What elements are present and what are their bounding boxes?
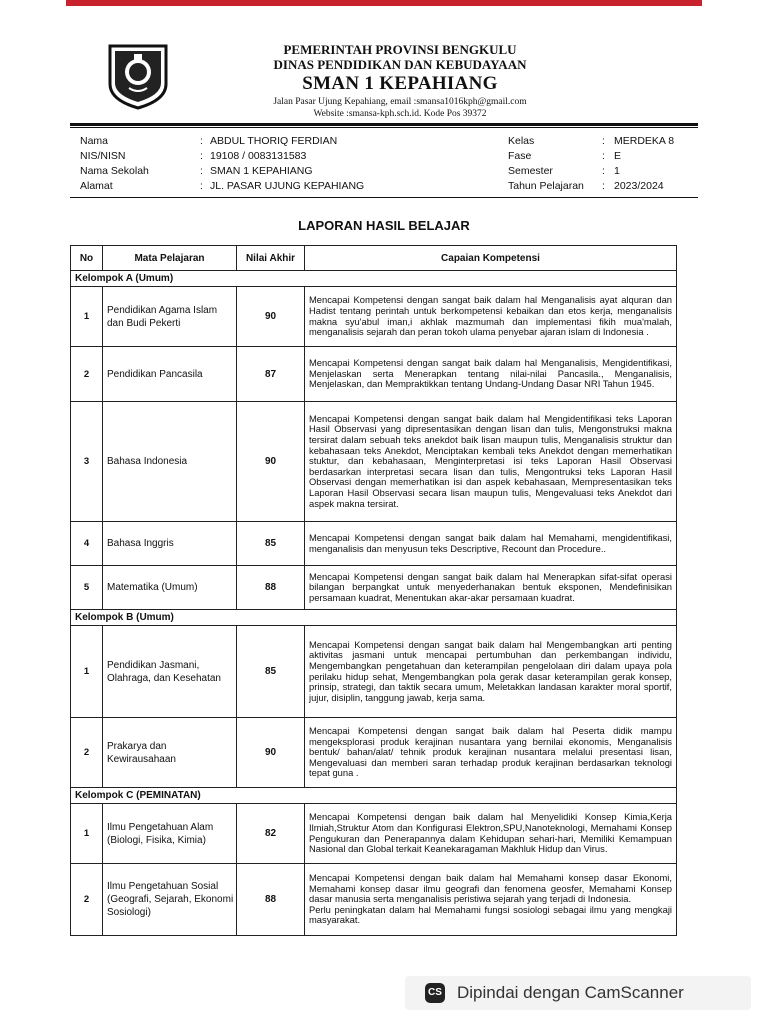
table-header-row <box>71 246 677 271</box>
row-subject: Pendidikan Agama Islam dan Budi Pekerti <box>103 287 237 347</box>
row-no: 1 <box>71 626 103 718</box>
row-competency: Mencapai Kompetensi dengan sangat baik dalam hal Mengidentifikasi teks Laporan Hasil Observasi yang dipresentasikan dengan lisan dan tulis, Mengonstruksi makna tersirat dalam sebuah teks anekdot baik lisan maupun tulis, Menganalisis struktur dan kebahasaan teks Anekdot, Menciptakan kembali teks Anekdot dengan memerhatikan stuktur, dan kebahasaan, Menginterpretasi isi teks Laporan Hasil Observasi berdasarkan interpretasi secara lisan dan tulis, Mengontruksi teks Laporan Hasil Observasi dengan memerhatikan isi dan aspek kebahasaan, Mempresentasikan teks Laporan Hasil Observasi secara lisan maupun tulis, Mengevaluasi teks Anekdot dari aspek makna tersirat. <box>305 402 677 522</box>
grades-table <box>70 245 677 936</box>
page-top-edge <box>66 0 702 6</box>
row-score: 85 <box>237 522 305 566</box>
group-label: Kelompok C (PEMINATAN) <box>71 788 677 804</box>
student-name-value: ABDUL THORIQ FERDIAN <box>210 135 338 147</box>
table-row <box>71 626 677 718</box>
info-label: Semester <box>508 165 553 177</box>
group-row-c <box>71 788 677 804</box>
info-colon: : <box>200 150 203 162</box>
info-row <box>508 149 674 164</box>
row-subject: Pendidikan Pancasila <box>103 347 237 402</box>
info-label: Nama <box>80 135 109 147</box>
row-competency: Mencapai Kompetensi dengan baik dalam hal Menyelidiki Konsep Kimia,Kerja Ilmiah,Struktur Atom dan Konfigurasi Elektron,SPU,Nanoteknologi, Memahami Konsep Pengukuran dan Penerapannya dalam Kehidupan sehari-hari, Memiliki Kemampuan Nasional dan Global terkait Keanekaragaman Makhluk Hidup dan Virus. <box>305 804 677 864</box>
row-competency: Mencapai Kompetensi dengan sangat baik dalam hal Memahami, mengidentifikasi, menganalisis dan menyusun teks Descriptive, Recount dan Procedure.. <box>305 522 677 566</box>
info-row <box>80 164 364 179</box>
semester-value: 1 <box>614 165 620 177</box>
row-competency: Mencapai Kompetensi dengan sangat baik dalam hal Menganalisis ayat alquran dan Hadist tentang perintah untuk berkompetensi kebaikan dan etos kerja, menganalisis makna syu'abul iman,i akhlak mazmumah dan implementasi fikih mua'malah, menganalisis sejarah dan peran tokoh ulama penyebar ajaran islam di Indonesia . <box>305 287 677 347</box>
camscanner-logo-icon: CS <box>425 983 445 1003</box>
row-score: 90 <box>237 402 305 522</box>
government-name: PEMERINTAH PROVINSI BENGKULU <box>283 42 517 57</box>
row-subject: Matematika (Umum) <box>103 566 237 610</box>
info-colon: : <box>602 135 605 147</box>
row-no: 2 <box>71 718 103 788</box>
table-row <box>71 864 677 936</box>
header-rule-thick <box>70 123 698 126</box>
report-title: LAPORAN HASIL BELAJAR <box>298 218 470 233</box>
row-subject: Prakarya dan Kewirausahaan <box>103 718 237 788</box>
row-no: 1 <box>71 287 103 347</box>
info-colon: : <box>602 150 605 162</box>
info-colon: : <box>200 165 203 177</box>
row-score: 90 <box>237 718 305 788</box>
province-emblem-icon <box>104 40 172 110</box>
row-subject: Bahasa Indonesia <box>103 402 237 522</box>
address-value: JL. PASAR UJUNG KEPAHIANG <box>210 180 365 192</box>
info-row <box>80 149 364 164</box>
table-row <box>71 718 677 788</box>
header-competency: Capaian Kompetensi <box>305 246 677 271</box>
group-row-a <box>71 271 677 287</box>
student-info-left <box>80 134 364 194</box>
camscanner-text: Dipindai dengan CamScanner <box>457 983 684 1002</box>
table-row <box>71 566 677 610</box>
class-value: MERDEKA 8 <box>614 135 675 147</box>
school-value: SMAN 1 KEPAHIANG <box>210 165 313 177</box>
info-row <box>508 134 674 149</box>
info-colon: : <box>602 165 605 177</box>
row-no: 2 <box>71 347 103 402</box>
info-label: Tahun Pelajaran <box>508 180 584 192</box>
row-competency: Mencapai Kompetensi dengan sangat baik dalam hal Peserta didik mampu mengeksplorasi produk kerajinan nusantara yang bernilai ekonomis, Menganalisis bentuk/ bahan/alat/ tehnik produk kerajinan nusantara melalui presentasi lisan, Mengevaluasi dan memberi saran terhadap produk kerajinan berdasarkan teknologi tepat guna . <box>305 718 677 788</box>
info-row <box>508 164 674 179</box>
row-subject: Ilmu Pengetahuan Alam (Biologi, Fisika, Kimia) <box>103 804 237 864</box>
info-label: Fase <box>508 150 532 162</box>
student-nis-value: 19108 / 0083131583 <box>210 150 307 162</box>
letterhead <box>200 42 600 120</box>
group-label: Kelompok A (Umum) <box>71 271 677 287</box>
header-score: Nilai Akhir <box>237 246 305 271</box>
row-competency: Mencapai Kompetensi dengan sangat baik dalam hal Menganalisis, Mengidentifikasi, Menjelaskan serta Menerapkan tentang nilai-nilai Pancasila., Menganalisis, Menjelaskan, dan Mempraktikkan tentang Undang-Undang Dasar NRI Tahun 1945. <box>305 347 677 402</box>
row-subject: Bahasa Inggris <box>103 522 237 566</box>
row-no: 2 <box>71 864 103 936</box>
row-no: 4 <box>71 522 103 566</box>
row-score: 87 <box>237 347 305 402</box>
department-name: DINAS PENDIDIKAN DAN KEBUDAYAAN <box>273 57 527 72</box>
row-score: 82 <box>237 804 305 864</box>
academic-year-value: 2023/2024 <box>614 180 664 192</box>
row-score: 85 <box>237 626 305 718</box>
student-info-right <box>508 134 674 194</box>
row-competency: Mencapai Kompetensi dengan sangat baik dalam hal Menerapkan sifat-sifat operasi bilangan berpangkat untuk menyederhanakan bentuk eksponen, Mendefinisikan persamaan kuadrat, Menentukan akar-akar persamaan kuadrat. <box>305 566 677 610</box>
info-row <box>80 179 364 194</box>
info-row <box>508 179 674 194</box>
row-no: 5 <box>71 566 103 610</box>
row-score: 90 <box>237 287 305 347</box>
row-score: 88 <box>237 566 305 610</box>
info-colon: : <box>602 180 605 192</box>
school-name: SMAN 1 KEPAHIANG <box>302 73 498 94</box>
info-row <box>80 134 364 149</box>
school-website: Website :smansa-kph.sch.id. Kode Pos 39372 <box>313 109 487 119</box>
school-address: Jalan Pasar Ujung Kepahiang, email :smansa1016kph@gmail.com <box>273 97 527 107</box>
row-competency: Mencapai Kompetensi dengan baik dalam hal Memahami konsep dasar Ekonomi, Memahami konsep dasar ilmu geografi dan fenomena geosfer, Memahami Konsep dasar manusia serta menganalisis peristiwa sejarah yang terjadi di Indonesia. Perlu peningkatan dalam hal Memahami fungsi sosiologi sebagai ilmu yang mengkaji masyarakat. <box>305 864 677 936</box>
table-row <box>71 287 677 347</box>
table-row <box>71 402 677 522</box>
header-subject: Mata Pelajaran <box>103 246 237 271</box>
info-label: NIS/NISN <box>80 150 126 162</box>
group-row-b <box>71 610 677 626</box>
row-score: 88 <box>237 864 305 936</box>
group-label: Kelompok B (Umum) <box>71 610 677 626</box>
info-colon: : <box>200 135 203 147</box>
header-rule-thin <box>70 127 698 128</box>
row-subject: Ilmu Pengetahuan Sosial (Geografi, Sejarah, Ekonomi Sosiologi) <box>103 864 237 936</box>
row-competency: Mencapai Kompetensi dengan sangat baik dalam hal Mengembangkan arti penting aktivitas jasmani untuk mencapai pertumbuhan dan perkembangan individu, Mengembangkan pengetahuan dan keterampilan pengelolaan diri dalam upaya pola perilaku hidup sehat, Mengembangkan pola gerak dasar keterampilan gerak konsep, prinsip, strategi, dan taktik secara umum, Meletakkan landasan karakter moral sportif, jujur, disiplin, tanggung jawab, kerja sama. <box>305 626 677 718</box>
phase-value: E <box>614 150 622 162</box>
info-rule <box>70 197 698 198</box>
table-row <box>71 522 677 566</box>
info-label: Kelas <box>508 135 535 147</box>
info-label: Nama Sekolah <box>80 165 149 177</box>
row-no: 3 <box>71 402 103 522</box>
row-subject: Pendidikan Jasmani, Olahraga, dan Kesehatan <box>103 626 237 718</box>
row-no: 1 <box>71 804 103 864</box>
camscanner-watermark <box>405 976 751 1010</box>
info-label: Alamat <box>80 180 113 192</box>
header-no: No <box>71 246 103 271</box>
table-row <box>71 804 677 864</box>
table-row <box>71 347 677 402</box>
info-colon: : <box>200 180 203 192</box>
